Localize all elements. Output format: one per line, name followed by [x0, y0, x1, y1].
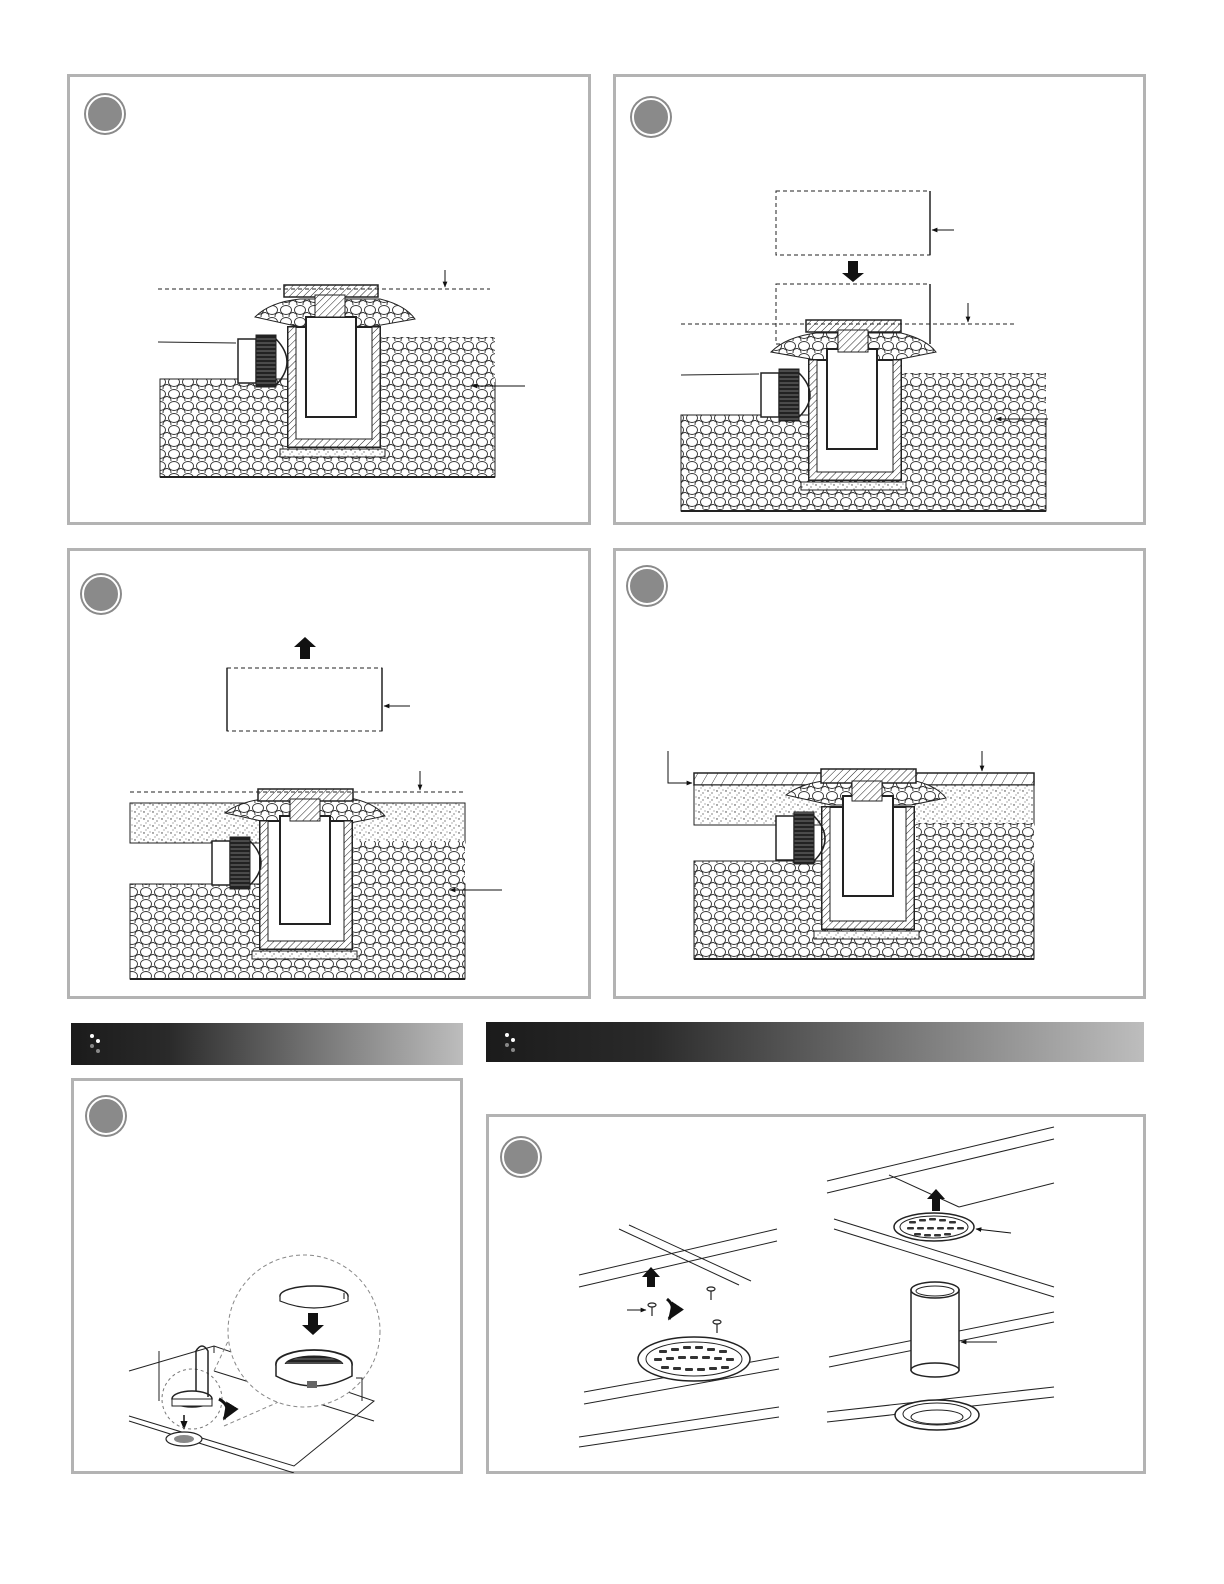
test-plug-installation-diagram: [74, 1081, 462, 1473]
step-panel-4: [613, 548, 1146, 999]
arrow-up-icon: [927, 1189, 945, 1211]
step-panel-1: [67, 74, 591, 525]
step-panel-5: [71, 1078, 463, 1474]
sleeve-removal-diagram: [70, 551, 590, 998]
chevron-dots-icon: [502, 1031, 524, 1055]
step-panel-6: [486, 1114, 1146, 1474]
drain-cross-section-diagram: [70, 77, 590, 524]
step-panel-3: [67, 548, 591, 999]
drain-with-protective-sleeve-diagram: [616, 77, 1145, 524]
rotate-arrow-icon: [219, 1399, 227, 1419]
section-banner-right: [486, 1022, 1144, 1062]
step-panel-2: [613, 74, 1146, 525]
section-banner-left: [71, 1023, 463, 1065]
arrow-up-icon: [294, 637, 316, 659]
chevron-dots-icon: [87, 1032, 109, 1056]
rotate-arrow-icon: [667, 1299, 673, 1319]
grate-and-sleeve-removal-diagram: [489, 1117, 1145, 1473]
arrow-down-icon: [842, 261, 864, 282]
finished-tile-floor-diagram: [616, 551, 1145, 998]
arrow-up-icon: [642, 1267, 660, 1287]
